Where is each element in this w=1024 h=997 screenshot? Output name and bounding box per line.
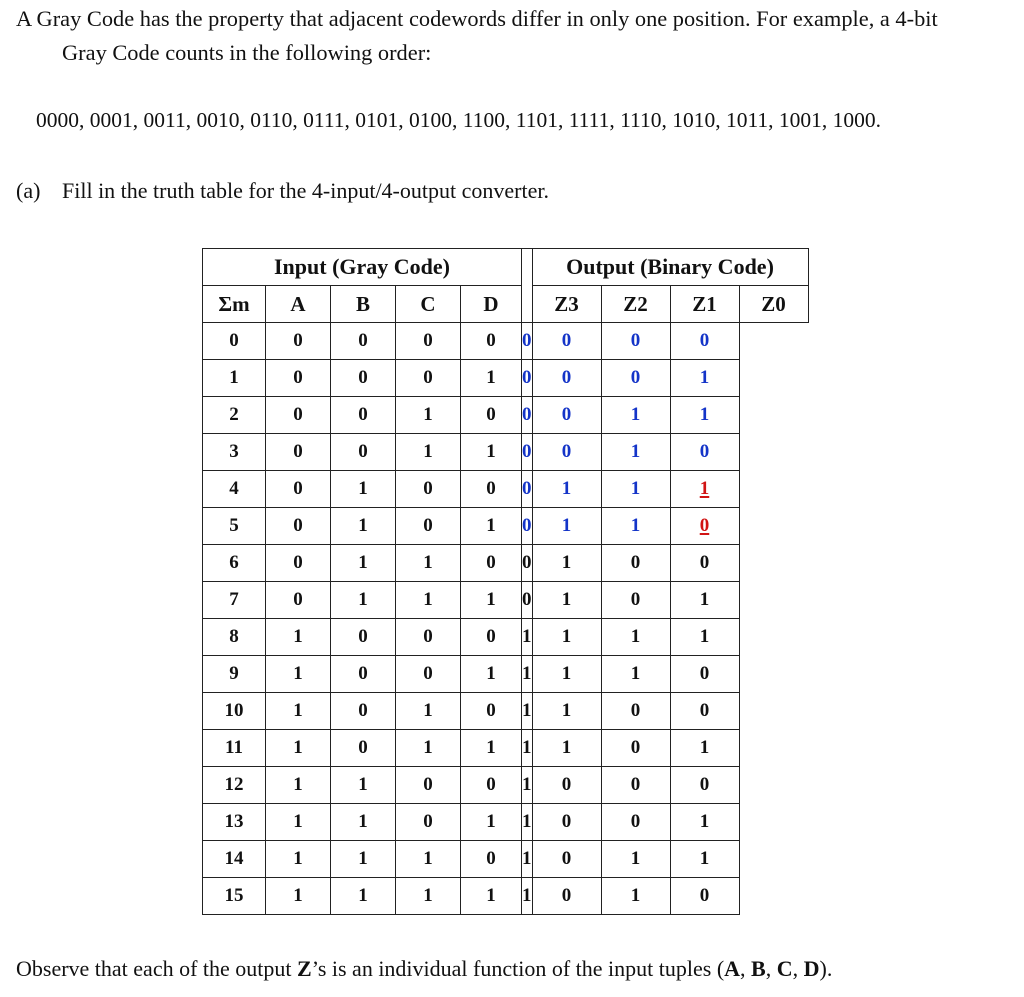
cell-m: 8 [203,619,266,656]
cell-a: 0 [266,360,331,397]
cell-d: 0 [461,619,522,656]
observe-part: ). [819,956,833,981]
cell-b: 1 [331,471,396,508]
cell-z0: 1 [670,397,739,434]
cell-d: 1 [461,508,522,545]
cell-b: 1 [331,804,396,841]
cell-z2: 0 [532,397,601,434]
cell-z0: 0 [670,656,739,693]
column-separator [522,249,533,323]
observe-part: , [740,956,752,981]
cell-b: 0 [331,434,396,471]
cell-c: 1 [396,730,461,767]
cell-b: 0 [331,730,396,767]
table-row [203,360,809,397]
cell-z0: 1 [670,582,739,619]
cell-a: 1 [266,878,331,915]
truth-table [202,248,809,915]
table-row [203,730,809,767]
table-row [203,804,809,841]
observation-text [16,956,832,982]
cell-z3: 1 [522,804,533,841]
table-row [203,508,809,545]
cell-d: 1 [461,730,522,767]
cell-z0: 1 [670,841,739,878]
intro-line-2: Gray Code counts in the following order: [62,40,432,65]
cell-z1: 0 [601,323,670,360]
part-a-text: Fill in the truth table for the 4-input/4-output converter. [62,178,549,203]
observe-bold-b: B [751,956,766,981]
header-z0: Z0 [739,286,808,323]
cell-a: 1 [266,841,331,878]
cell-z1: 1 [601,397,670,434]
cell-c: 1 [396,434,461,471]
cell-a: 0 [266,397,331,434]
cell-z3: 1 [522,656,533,693]
cell-z3: 0 [522,582,533,619]
cell-m: 0 [203,323,266,360]
cell-b: 0 [331,619,396,656]
cell-z3: 0 [522,545,533,582]
cell-d: 0 [461,397,522,434]
cell-c: 1 [396,693,461,730]
part-a-instruction [16,178,549,204]
cell-z0: 1 [670,804,739,841]
cell-z0: 0 [670,323,739,360]
table-row [203,434,809,471]
cell-z1: 1 [601,471,670,508]
cell-z1: 0 [601,693,670,730]
cell-d: 0 [461,471,522,508]
cell-z2: 1 [532,508,601,545]
cell-a: 1 [266,767,331,804]
header-b: B [331,286,396,323]
cell-d: 1 [461,582,522,619]
observe-part: Observe that each of the output [16,956,298,981]
cell-z3: 1 [522,878,533,915]
cell-z0: 0 [670,878,739,915]
cell-c: 0 [396,508,461,545]
cell-b: 1 [331,878,396,915]
cell-z0: 1 [670,360,739,397]
output-group-header: Output (Binary Code) [532,249,808,286]
intro-line-1: A Gray Code has the property that adjacent codewords differ in only one position. For example, a 4-bit [16,6,938,31]
cell-a: 1 [266,730,331,767]
cell-z2: 1 [532,471,601,508]
cell-z2: 0 [532,434,601,471]
observe-part: , [765,956,777,981]
cell-c: 0 [396,471,461,508]
cell-d: 0 [461,323,522,360]
table-row [203,656,809,693]
cell-z0-corrected: 0 [670,508,739,545]
cell-z0: 0 [670,767,739,804]
header-a: A [266,286,331,323]
cell-d: 1 [461,656,522,693]
cell-d: 0 [461,767,522,804]
cell-c: 0 [396,360,461,397]
cell-a: 0 [266,471,331,508]
cell-z2: 0 [532,804,601,841]
header-z1: Z1 [670,286,739,323]
cell-m: 2 [203,397,266,434]
table-row [203,582,809,619]
observe-bold-z: Z [297,956,312,981]
cell-z1: 0 [601,545,670,582]
cell-b: 0 [331,397,396,434]
cell-a: 1 [266,619,331,656]
cell-c: 0 [396,656,461,693]
table-row [203,397,809,434]
cell-m: 10 [203,693,266,730]
cell-m: 1 [203,360,266,397]
header-c: C [396,286,461,323]
cell-d: 0 [461,841,522,878]
cell-m: 15 [203,878,266,915]
cell-z2: 1 [532,656,601,693]
cell-z2: 0 [532,323,601,360]
cell-z0: 0 [670,693,739,730]
cell-z0: 0 [670,434,739,471]
cell-z3: 1 [522,693,533,730]
cell-d: 0 [461,545,522,582]
header-sigma-m: Σm [203,286,266,323]
cell-m: 6 [203,545,266,582]
cell-z3: 0 [522,360,533,397]
cell-z1: 1 [601,656,670,693]
cell-z1: 0 [601,360,670,397]
cell-a: 1 [266,656,331,693]
cell-b: 0 [331,360,396,397]
cell-a: 0 [266,434,331,471]
cell-a: 0 [266,323,331,360]
cell-c: 1 [396,841,461,878]
cell-z1: 0 [601,582,670,619]
cell-m: 3 [203,434,266,471]
cell-z1: 1 [601,841,670,878]
cell-z3: 0 [522,508,533,545]
cell-a: 1 [266,804,331,841]
cell-a: 0 [266,508,331,545]
cell-d: 1 [461,434,522,471]
cell-z2: 0 [532,360,601,397]
cell-z3: 0 [522,397,533,434]
table-row [203,619,809,656]
cell-c: 0 [396,804,461,841]
cell-c: 1 [396,582,461,619]
observe-bold-c: C [776,956,793,981]
cell-d: 0 [461,693,522,730]
observe-part: ’s is an individual function of the input tuples ( [311,956,725,981]
cell-z3: 1 [522,767,533,804]
cell-d: 1 [461,360,522,397]
cell-z0: 1 [670,619,739,656]
table-row [203,693,809,730]
cell-z3: 0 [522,434,533,471]
cell-a: 0 [266,582,331,619]
group-header-row [203,249,809,286]
observe-bold-a: A [724,956,741,981]
cell-b: 1 [331,841,396,878]
cell-z1: 0 [601,730,670,767]
table-row [203,878,809,915]
cell-z1: 1 [601,619,670,656]
cell-z0-corrected: 1 [670,471,739,508]
header-d: D [461,286,522,323]
cell-z0: 0 [670,545,739,582]
part-a-label: (a) [16,178,41,203]
cell-d: 1 [461,878,522,915]
table-row [203,471,809,508]
cell-c: 0 [396,619,461,656]
cell-m: 12 [203,767,266,804]
cell-z1: 1 [601,508,670,545]
gray-code-sequence: 0000, 0001, 0011, 0010, 0110, 0111, 0101, 0100, 1100, 1101, 1111, 1110, 1010, 1011, 1001, 1000. [36,108,882,132]
cell-z1: 1 [601,878,670,915]
cell-z3: 1 [522,619,533,656]
cell-z2: 1 [532,730,601,767]
cell-c: 1 [396,878,461,915]
table-row [203,767,809,804]
cell-b: 1 [331,582,396,619]
cell-b: 0 [331,323,396,360]
cell-d: 1 [461,804,522,841]
observe-bold-d: D [803,956,820,981]
cell-z2: 0 [532,767,601,804]
cell-z2: 0 [532,841,601,878]
cell-b: 1 [331,508,396,545]
cell-z2: 1 [532,693,601,730]
cell-m: 14 [203,841,266,878]
cell-c: 0 [396,767,461,804]
cell-c: 1 [396,397,461,434]
cell-z2: 1 [532,545,601,582]
input-group-header: Input (Gray Code) [203,249,522,286]
cell-z1: 0 [601,804,670,841]
cell-z2: 0 [532,878,601,915]
cell-c: 1 [396,545,461,582]
cell-z3: 1 [522,841,533,878]
cell-a: 1 [266,693,331,730]
cell-z3: 0 [522,323,533,360]
cell-z3: 1 [522,730,533,767]
cell-b: 1 [331,545,396,582]
table-row [203,323,809,360]
header-z3: Z3 [532,286,601,323]
cell-m: 11 [203,730,266,767]
cell-c: 0 [396,323,461,360]
table-row [203,841,809,878]
cell-z3: 0 [522,471,533,508]
table-row [203,545,809,582]
cell-m: 13 [203,804,266,841]
cell-b: 1 [331,767,396,804]
cell-z0: 1 [670,730,739,767]
cell-z2: 1 [532,582,601,619]
cell-m: 9 [203,656,266,693]
cell-m: 5 [203,508,266,545]
cell-b: 0 [331,693,396,730]
cell-b: 0 [331,656,396,693]
cell-z1: 0 [601,767,670,804]
cell-a: 0 [266,545,331,582]
cell-z2: 1 [532,619,601,656]
cell-z1: 1 [601,434,670,471]
column-header-row [203,286,809,323]
observe-part: , [792,956,804,981]
header-z2: Z2 [601,286,670,323]
cell-m: 7 [203,582,266,619]
problem-intro [16,2,1016,70]
cell-m: 4 [203,471,266,508]
